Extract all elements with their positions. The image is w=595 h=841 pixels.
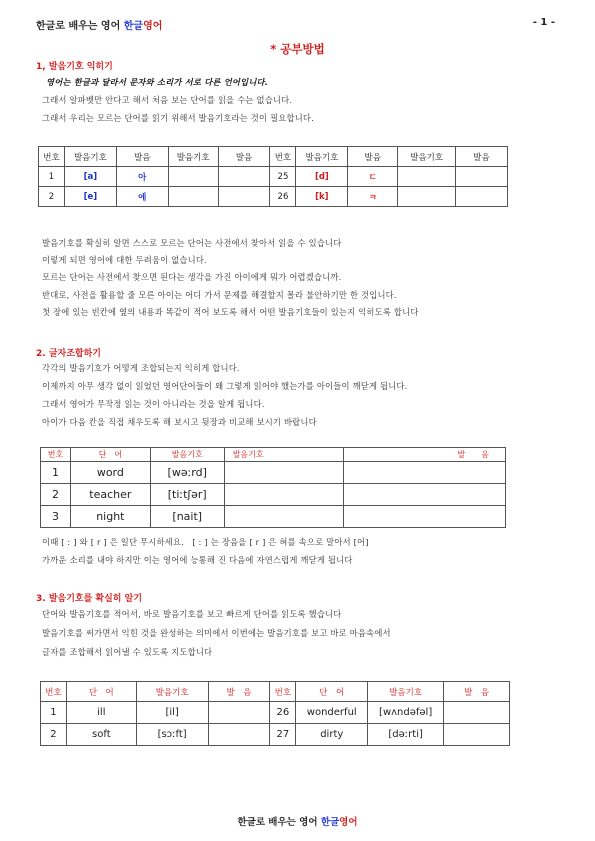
cell-number: 2 — [41, 484, 71, 506]
word-combination-table — [40, 447, 506, 528]
cell-blank[interactable] — [224, 484, 344, 506]
cell-blank[interactable] — [398, 187, 456, 207]
header-cell: 번호 — [270, 682, 296, 702]
table-row — [41, 724, 510, 746]
header-cell: 발음기호 — [136, 682, 208, 702]
cell-number: 1 — [41, 702, 67, 724]
section3-line: 발음기호를 써가면서 익힌 것을 완성하는 의미에서 이번에는 발음기호를 보고 바로 마음속에서 — [42, 628, 391, 638]
section1-line: 그래서 우리는 모르는 단어를 읽기 위해서 발음기호라는 것이 필요합니다. — [42, 113, 314, 123]
header-cell: 발 음 — [208, 682, 270, 702]
footer-prefix: 한글로 배우는 영어 — [237, 817, 321, 828]
cell-number: 1 — [39, 167, 65, 187]
cell-word: wonderful — [296, 702, 368, 724]
footer-title — [0, 814, 595, 828]
cell-blank[interactable] — [456, 187, 508, 207]
section2-line: 아이가 다음 칸을 직접 채우도록 해 보시고 뒷장과 비교해 보시기 바랍니다 — [42, 417, 317, 427]
cell-blank[interactable] — [208, 724, 270, 746]
section2-line: 각각의 발음기호가 어떻게 조합되는지 익히게 합니다. — [42, 363, 240, 373]
cell-number: 25 — [270, 167, 296, 187]
header-title — [36, 17, 162, 32]
cell-number: 26 — [270, 187, 296, 207]
header-cell: 발음 — [116, 147, 168, 167]
section1-after-line: 첫 장에 있는 빈칸에 옆의 내용과 똑같이 적어 보도록 해서 어떤 발음기호들이 있는지 익히도록 합니다 — [42, 307, 419, 317]
header-cell: 발 음 — [444, 682, 510, 702]
cell-number: 3 — [41, 506, 71, 528]
section1-heading: 1, 발음기호 익히기 — [36, 62, 113, 72]
cell-sound: 에 — [116, 187, 168, 207]
section2-after-line: 이때 [ ː ] 와 [ r ] 은 일단 무시하세요. [ ː ] 는 장음을 [ r ] 은 혀를 속으로 말아서 [어] — [42, 537, 369, 547]
cell-ipa: [sɔːft] — [136, 724, 208, 746]
header-cell: 발음기호 — [296, 147, 348, 167]
section1-emphasis: 영어는 한글과 달라서 문자와 소리가 서로 다른 언어입니다. — [46, 77, 269, 87]
header-cell: 단 어 — [70, 448, 150, 462]
header-cell: 발음기호 — [64, 147, 116, 167]
section1-after-line: 모르는 단어는 사전에서 찾으면 된다는 생각을 가진 아이에게 뭐가 어렵겠습니까. — [42, 272, 342, 282]
table-header-row — [39, 147, 508, 167]
table-row — [41, 484, 506, 506]
cell-blank[interactable] — [168, 187, 218, 207]
section3-line: 글자를 조합해서 읽어낼 수 있도록 지도합니다 — [42, 647, 213, 657]
cell-ipa: [tiːtʃər] — [150, 484, 224, 506]
section1-after-line: 반대로, 사전을 활용할 줄 모른 아이는 어디 가서 문제를 해결할지 몰라 불안하기만 한 것입니다. — [42, 290, 397, 300]
section1-after-line: 이렇게 되면 영어에 대한 두려움이 없습니다. — [42, 255, 207, 265]
cell-sound: ㄷ — [348, 167, 398, 187]
header-cell: 발음기호 — [224, 448, 344, 462]
cell-symbol: [e] — [64, 187, 116, 207]
section1-after-line: 발음기호를 확실히 알면 스스로 모르는 단어는 사전에서 찾아서 읽을 수 있습니다 — [42, 238, 342, 248]
cell-word: word — [70, 462, 150, 484]
cell-symbol: [d] — [296, 167, 348, 187]
cell-blank[interactable] — [208, 702, 270, 724]
cell-word: soft — [66, 724, 136, 746]
cell-number: 26 — [270, 702, 296, 724]
section2-line: 이제까지 아무 생각 없이 읽었던 영어단어들이 왜 그렇게 읽어야 했는가를 아이들이 깨닫게 됩니다. — [42, 381, 408, 391]
header-brand-english: 영어 — [143, 21, 163, 32]
table-header-row — [41, 448, 506, 462]
table-row — [39, 187, 508, 207]
cell-blank[interactable] — [344, 484, 506, 506]
header-cell: 단 어 — [296, 682, 368, 702]
cell-word: ill — [66, 702, 136, 724]
header-brand-hangul: 한글 — [123, 21, 144, 32]
header-cell: 발음기호 — [168, 147, 218, 167]
section1-line: 그래서 알파벳만 안다고 해서 처음 보는 단어를 읽을 수는 없습니다. — [42, 95, 293, 105]
cell-ipa: [wʌndəfəl] — [368, 702, 444, 724]
cell-symbol: [a] — [64, 167, 116, 187]
page-number: - 1 - — [532, 17, 555, 28]
cell-blank[interactable] — [456, 167, 508, 187]
cell-blank[interactable] — [444, 702, 510, 724]
header-title-prefix: 한글로 배우는 영어 — [36, 21, 124, 32]
cell-blank[interactable] — [224, 462, 344, 484]
cell-sound: ㅋ — [348, 187, 398, 207]
table-row — [41, 506, 506, 528]
section3-line: 단어와 발음기호를 적어서, 바로 발음기호를 보고 빠르게 단어를 읽도록 했습니다 — [42, 609, 342, 619]
page-title: * 공부방법 — [270, 42, 325, 56]
cell-blank[interactable] — [218, 167, 270, 187]
pronunciation-check-table — [40, 681, 510, 746]
table-row — [41, 462, 506, 484]
cell-ipa: [nait] — [150, 506, 224, 528]
cell-blank[interactable] — [168, 167, 218, 187]
cell-word: teacher — [70, 484, 150, 506]
table-row — [39, 167, 508, 187]
cell-blank[interactable] — [398, 167, 456, 187]
cell-sound: 아 — [116, 167, 168, 187]
header-cell: 발 음 — [344, 448, 506, 462]
header-cell: 번호 — [41, 448, 71, 462]
header-cell: 발음기호 — [150, 448, 224, 462]
cell-blank[interactable] — [218, 187, 270, 207]
header-cell: 번호 — [270, 147, 296, 167]
cell-blank[interactable] — [224, 506, 344, 528]
header-cell: 번호 — [41, 682, 67, 702]
cell-number: 1 — [41, 462, 71, 484]
cell-number: 2 — [39, 187, 65, 207]
footer-brand-hangul: 한글 — [320, 817, 340, 828]
section2-after-line: 가까운 소리를 내야 하지만 이는 영어에 능통해 진 다음에 자연스럽게 깨닫게 됩니다 — [42, 555, 353, 565]
cell-symbol: [k] — [296, 187, 348, 207]
footer-brand-english: 영어 — [339, 817, 358, 828]
cell-blank[interactable] — [444, 724, 510, 746]
section3-heading: 3. 발음기호를 확실히 알기 — [36, 594, 143, 604]
header-cell: 발음 — [348, 147, 398, 167]
cell-number: 27 — [270, 724, 296, 746]
cell-word: night — [70, 506, 150, 528]
header-cell: 발음기호 — [368, 682, 444, 702]
cell-word: dirty — [296, 724, 368, 746]
pronunciation-table — [38, 146, 508, 207]
cell-number: 2 — [41, 724, 67, 746]
cell-ipa: [dəːrti] — [368, 724, 444, 746]
cell-ipa: [wəːrd] — [150, 462, 224, 484]
header-cell: 번호 — [39, 147, 65, 167]
cell-blank[interactable] — [344, 506, 506, 528]
table-row — [41, 702, 510, 724]
header-cell: 발음 — [218, 147, 270, 167]
cell-ipa: [il] — [136, 702, 208, 724]
header-cell: 발음기호 — [398, 147, 456, 167]
header-cell: 단 어 — [66, 682, 136, 702]
header-cell: 발음 — [456, 147, 508, 167]
section2-heading: 2. 글자조합하기 — [36, 349, 101, 359]
table-header-row — [41, 682, 510, 702]
cell-blank[interactable] — [344, 462, 506, 484]
section2-line: 그래서 영어가 무작정 읽는 것이 아니라는 것을 알게 됩니다. — [42, 399, 265, 409]
